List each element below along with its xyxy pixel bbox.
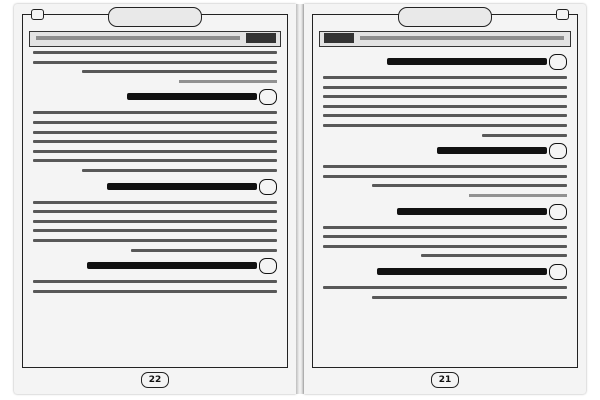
text-line (33, 229, 277, 232)
text-line (33, 290, 277, 293)
reference-line (179, 80, 277, 83)
text-line (33, 121, 277, 124)
left-top-page-tag (31, 9, 44, 20)
text-line (372, 296, 567, 299)
left-running-title (108, 7, 202, 27)
text-line (82, 169, 277, 172)
seal-logo (246, 33, 276, 43)
text-line (33, 210, 277, 213)
text-line (323, 95, 567, 98)
text-line (33, 239, 277, 242)
right-page (304, 4, 586, 394)
seal-logo (324, 33, 354, 43)
left-page-frame (22, 14, 288, 368)
text-line (323, 245, 567, 248)
text-line (372, 184, 567, 187)
right-page-frame (312, 14, 578, 368)
text-line (323, 235, 567, 238)
text-line (323, 86, 567, 89)
text-line (131, 249, 277, 252)
text-line (323, 286, 567, 289)
text-line (421, 254, 567, 257)
text-line (33, 220, 277, 223)
text-line (33, 131, 277, 134)
text-line (323, 114, 567, 117)
text-line (323, 105, 567, 108)
text-line (33, 159, 277, 162)
book-gutter (296, 4, 304, 394)
section-heading (33, 89, 277, 105)
left-page-content (33, 51, 277, 361)
text-line (33, 201, 277, 204)
text-line (33, 280, 277, 283)
text-line (82, 70, 277, 73)
section-heading (33, 179, 277, 195)
text-line (33, 61, 277, 64)
text-line (33, 111, 277, 114)
text-line (323, 76, 567, 79)
section-heading (323, 143, 567, 159)
text-line (33, 150, 277, 153)
right-top-page-tag (556, 9, 569, 20)
left-hadith-banner (29, 31, 281, 47)
right-page-content (323, 51, 567, 361)
section-heading (33, 258, 277, 274)
section-heading (323, 264, 567, 280)
open-book (14, 4, 586, 396)
section-heading (323, 204, 567, 220)
text-line (33, 51, 277, 54)
right-page-number: 21 (431, 372, 459, 388)
right-running-title (398, 7, 492, 27)
text-line (323, 124, 567, 127)
left-page (14, 4, 296, 394)
text-line (323, 226, 567, 229)
text-line (323, 165, 567, 168)
left-page-number: 22 (141, 372, 169, 388)
text-line (323, 175, 567, 178)
section-heading (323, 54, 567, 70)
right-hadith-banner (319, 31, 571, 47)
text-line (33, 140, 277, 143)
reference-line (469, 194, 567, 197)
text-line (482, 134, 567, 137)
